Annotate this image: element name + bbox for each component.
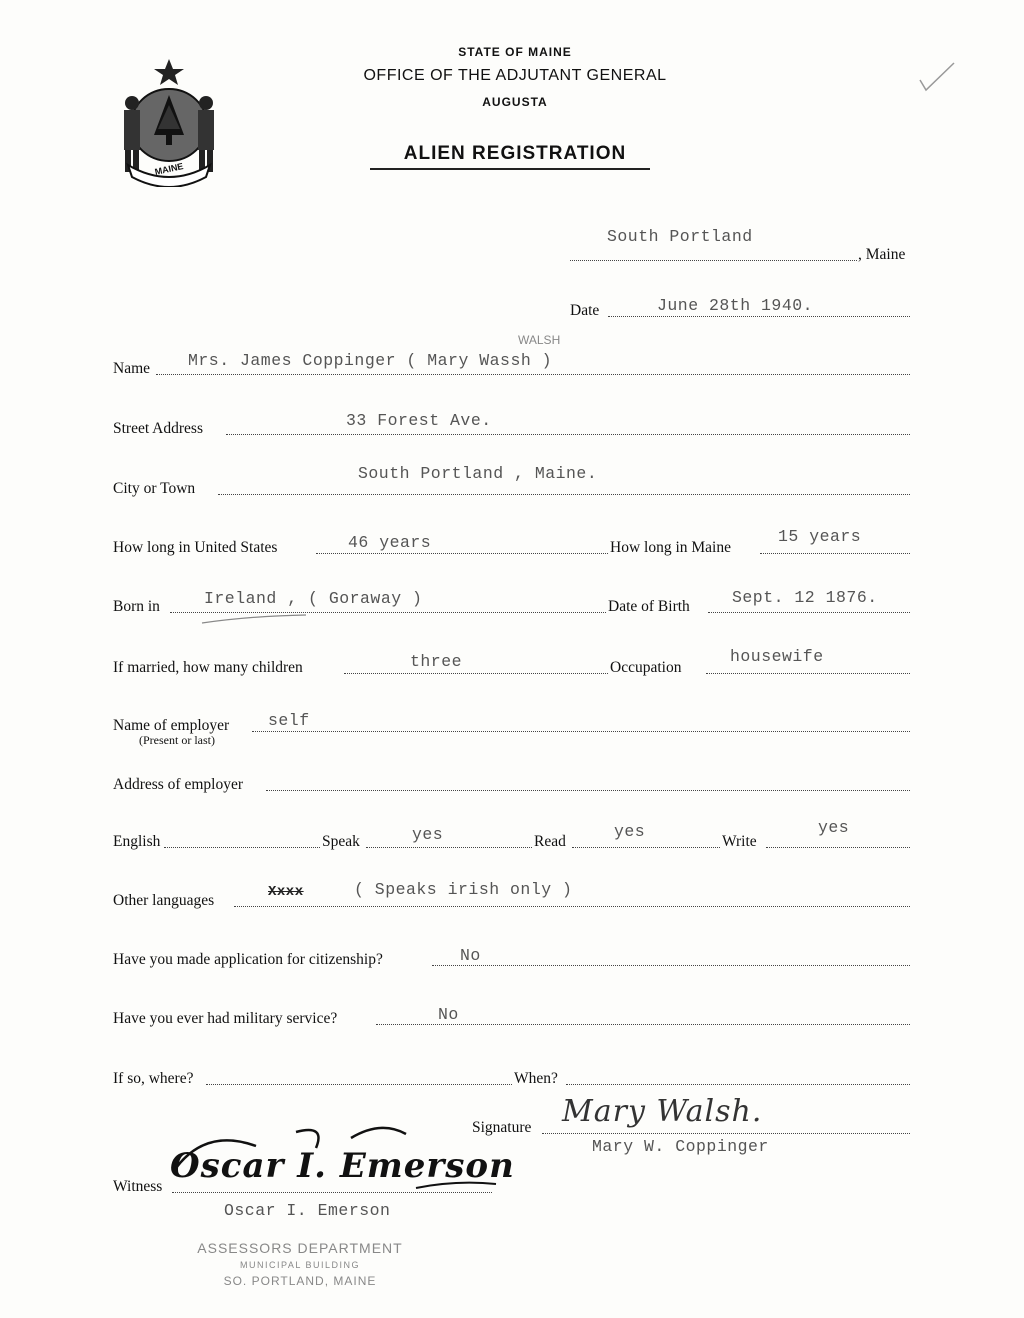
city-label: City or Town [113,480,196,497]
header-city: AUGUSTA [482,95,548,109]
born-in-pencil-underline [200,612,310,631]
speak-label: Speak [322,833,360,850]
born-in-value: Ireland , ( Goraway ) [204,589,423,608]
street-label: Street Address [113,420,203,437]
when-label: When? [514,1070,558,1087]
how-long-us-value: 46 years [348,533,432,552]
military-label: Have you ever had military service? [113,1010,338,1027]
english-line-1 [164,847,320,848]
stamp-line-1: ASSESSORS DEPARTMENT [197,1240,403,1256]
speak-value: yes [412,825,444,844]
date-of-birth-value: Sept. 12 1876. [732,588,878,607]
employer-line [252,731,910,732]
name-correction: WALSH [518,333,561,347]
military-line [376,1024,910,1025]
citizenship-value: No [460,946,481,965]
street-line [226,434,910,435]
other-languages-value: ( Speaks irish only ) [354,880,573,899]
employer-label: Name of employer [113,717,230,734]
occupation-label: Occupation [610,659,682,676]
born-in-label: Born in [113,598,160,615]
read-label: Read [534,833,566,850]
how-long-maine-value: 15 years [778,527,862,546]
street-value: 33 Forest Ave. [346,411,492,430]
form-title: ALIEN REGISTRATION [403,143,627,164]
english-label: English [113,833,161,850]
name-label: Name [113,360,151,377]
date-of-birth-line [708,612,910,613]
read-line [572,847,720,848]
stamp-line-3: SO. PORTLAND, MAINE [223,1274,377,1288]
witness-handwritten: Oscar I. Emerson [170,1146,515,1186]
date-line [608,316,910,317]
header-office: OFFICE OF THE ADJUTANT GENERAL [363,67,667,84]
citizenship-line [432,965,910,966]
children-label: If married, how many children [113,659,303,676]
witness-typed: Oscar I. Emerson [224,1201,391,1220]
when-line [566,1084,910,1085]
date-label: Date [570,302,600,319]
write-line [766,847,910,848]
signature-handwritten: Mary Walsh. [562,1094,763,1129]
signature-line [542,1133,910,1134]
employer-sublabel: (Present or last) [139,733,215,747]
how-long-us-label: How long in United States [113,539,278,556]
other-languages-label: Other languages [113,892,215,909]
date-value: June 28th 1940. [657,296,814,315]
city-value: South Portland , Maine. [358,464,598,483]
title-underline [370,168,650,170]
how-long-maine-line [760,553,910,554]
citizenship-label: Have you made application for citizenship? [113,951,383,968]
check-mark [918,60,958,99]
military-value: No [438,1005,459,1024]
write-value: yes [818,818,850,837]
location-value: South Portland [607,227,753,246]
how-long-us-line [316,553,608,554]
header-state: STATE OF MAINE [458,45,572,59]
speak-line [366,847,532,848]
name-line [156,374,910,375]
write-label: Write [722,833,757,850]
witness-flourish [166,1118,506,1203]
children-value: three [410,652,463,671]
occupation-value: housewife [730,647,824,666]
where-line [206,1084,512,1085]
other-languages-line [234,906,910,907]
children-line [344,673,608,674]
signature-typed: Mary W. Coppinger [592,1137,769,1156]
occupation-line [706,673,910,674]
witness-label: Witness [113,1178,163,1195]
where-label: If so, where? [113,1070,194,1087]
location-suffix: , Maine [858,246,906,263]
stamp-line-2: MUNICIPAL BUILDING [239,1260,360,1270]
location-line [570,260,857,261]
employer-address-line [266,790,910,791]
seal-banner-text: MAINE [153,161,185,177]
read-value: yes [614,822,646,841]
employer-address-label: Address of employer [113,776,243,793]
name-value: Mrs. James Coppinger ( Mary Wassh ) [188,351,553,370]
how-long-maine-label: How long in Maine [610,539,731,556]
date-of-birth-label: Date of Birth [608,598,690,615]
city-line [218,494,910,495]
signature-label: Signature [472,1119,532,1136]
employer-value: self [268,711,310,730]
other-languages-struck: Xxxx [268,884,304,900]
state-seal [110,55,228,187]
